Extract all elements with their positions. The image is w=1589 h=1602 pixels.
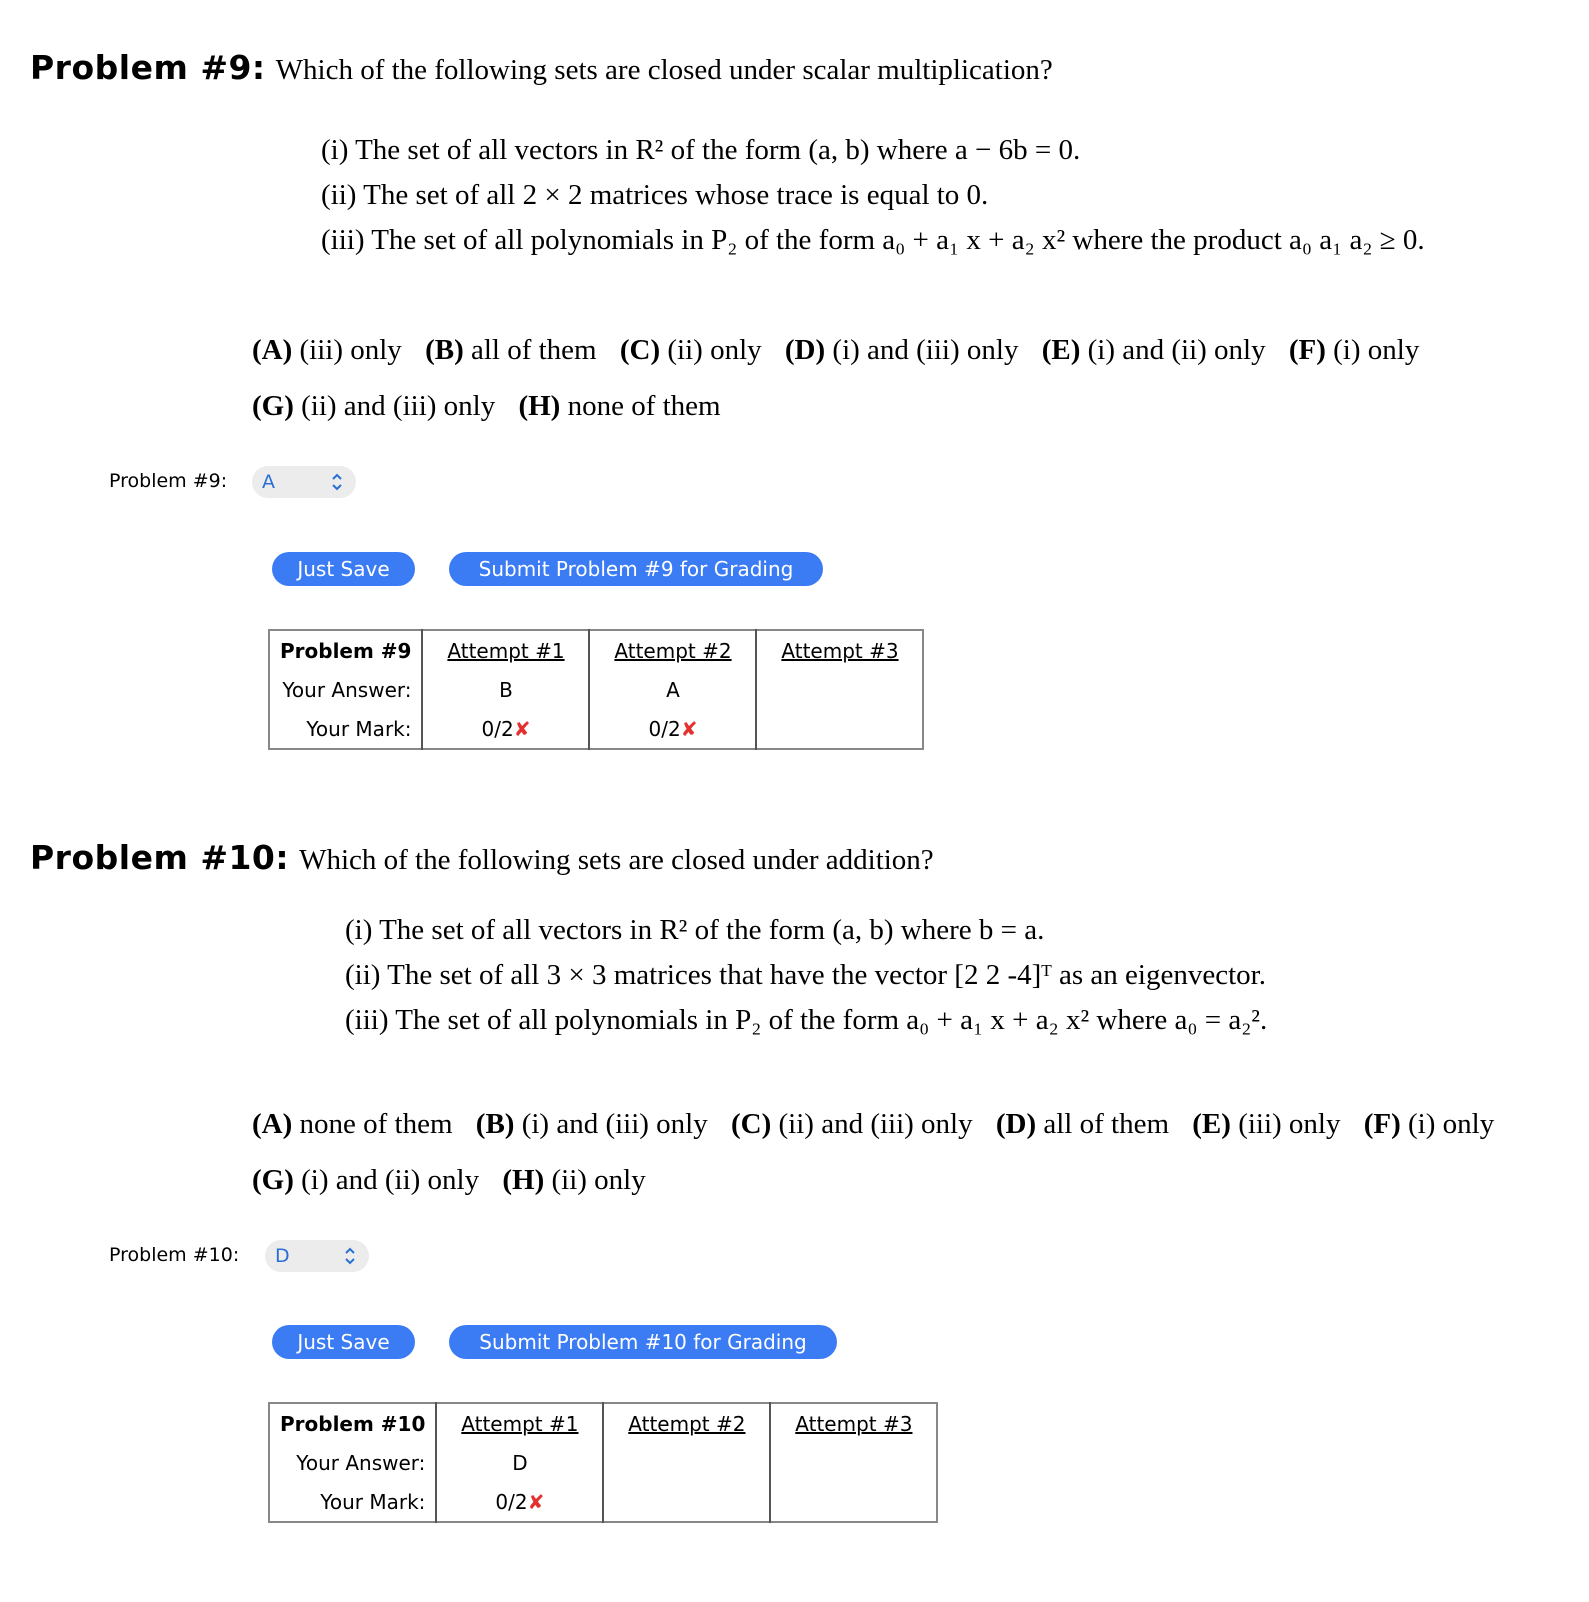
- answer-choices: [252, 1096, 1510, 1208]
- attempt-answer: [603, 1443, 770, 1482]
- statement-i: (i) The set of all vectors in R² of the form (a, b) where a − 6b = 0.: [321, 134, 1081, 166]
- selected-value: D: [275, 1245, 290, 1267]
- attempt-mark: [603, 1482, 770, 1522]
- choice-c: (C) (ii) only: [619, 334, 762, 366]
- statement-i: (i) The set of all vectors in R² of the form (a, b) where b = a.: [345, 914, 1045, 946]
- answer-label: Problem #10:: [109, 1244, 240, 1266]
- your-mark-label: Your Mark:: [320, 1489, 426, 1514]
- just-save-button[interactable]: Just Save: [272, 1325, 415, 1359]
- cross-mark-icon: ✘: [680, 716, 698, 741]
- choices-row-2: [252, 378, 1435, 434]
- problem-question: Which of the following sets are closed under addition?: [299, 844, 934, 876]
- your-answer-label: Your Answer:: [296, 1450, 426, 1475]
- answer-choices: [252, 322, 1435, 434]
- attempt-mark: [756, 709, 923, 749]
- table-header: Problem #10: [280, 1411, 426, 1436]
- selected-value: A: [262, 471, 275, 493]
- cross-mark-icon: ✘: [513, 716, 531, 741]
- attempts-table: [268, 629, 924, 750]
- table-row: [269, 670, 923, 709]
- table-row: [269, 630, 923, 670]
- your-answer-label: Your Answer:: [282, 677, 412, 702]
- attempt-mark: 0/2✘: [436, 1482, 603, 1522]
- choice-e: (E) (iii) only: [1192, 1108, 1341, 1140]
- statement-ii: (ii) The set of all 2 × 2 matrices whose trace is equal to 0.: [321, 179, 989, 211]
- attempt-answer: B: [422, 670, 589, 709]
- choice-d: (D) (i) and (iii) only: [784, 334, 1019, 366]
- answer-select[interactable]: [252, 466, 356, 498]
- choice-g: (G) (i) and (ii) only: [252, 1164, 480, 1196]
- choice-e: (E) (i) and (ii) only: [1041, 334, 1266, 366]
- choice-f: (F) (i) only: [1288, 334, 1420, 366]
- table-row: [269, 709, 923, 749]
- chevron-up-down-icon: [330, 466, 344, 509]
- attempt-answer: [770, 1443, 937, 1482]
- attempt-answer: D: [436, 1443, 603, 1482]
- choice-h: (H) none of them: [518, 390, 721, 422]
- choice-b: (B) (i) and (iii) only: [475, 1108, 708, 1140]
- attempt-mark: [770, 1482, 937, 1522]
- attempt-1-link[interactable]: Attempt #1: [422, 630, 589, 670]
- attempts-table: [268, 1402, 938, 1523]
- attempt-1-link[interactable]: Attempt #1: [436, 1403, 603, 1443]
- choice-a: (A) (iii) only: [252, 334, 402, 366]
- choice-d: (D) all of them: [995, 1108, 1170, 1140]
- statements: [345, 908, 1267, 1043]
- choices-row-2: [252, 1152, 1510, 1208]
- problem-question: Which of the following sets are closed under scalar multiplication?: [275, 54, 1053, 86]
- statement-iii: (iii) The set of all polynomials in P₂ of the form a₀ + a₁ x + a₂ x² where a₀ = a₂².: [345, 1004, 1268, 1036]
- answer-select[interactable]: [265, 1240, 369, 1272]
- your-mark-label: Your Mark:: [306, 716, 412, 741]
- choice-f: (F) (i) only: [1363, 1108, 1495, 1140]
- attempt-answer: [756, 670, 923, 709]
- statements: [321, 128, 1425, 263]
- table-header: Problem #9: [280, 638, 412, 663]
- statement-iii: (iii) The set of all polynomials in P₂ of the form a₀ + a₁ x + a₂ x² where the product a₀ a₁ a₂ ≥ 0.: [321, 224, 1425, 256]
- problem-heading: [30, 838, 934, 877]
- chevron-up-down-icon: [343, 1240, 357, 1283]
- table-row: [269, 1443, 937, 1482]
- problem-title: Problem #9:: [30, 48, 266, 87]
- choice-a: (A) none of them: [252, 1108, 453, 1140]
- answer-label: Problem #9:: [109, 470, 228, 492]
- attempt-mark: 0/2✘: [422, 709, 589, 749]
- attempt-2-link[interactable]: Attempt #2: [603, 1403, 770, 1443]
- problem-title: Problem #10:: [30, 838, 290, 877]
- choice-h: (H) (ii) only: [502, 1164, 646, 1196]
- choice-g: (G) (ii) and (iii) only: [252, 390, 496, 422]
- attempt-3-link[interactable]: Attempt #3: [756, 630, 923, 670]
- just-save-button[interactable]: Just Save: [272, 552, 415, 586]
- cross-mark-icon: ✘: [527, 1489, 545, 1514]
- attempt-answer: A: [589, 670, 756, 709]
- choices-row-1: [252, 322, 1435, 378]
- choice-c: (C) (ii) and (iii) only: [731, 1108, 973, 1140]
- problem-heading: [30, 48, 1053, 87]
- statement-ii: (ii) The set of all 3 × 3 matrices that have the vector [2 2 -4]ᵀ as an eigenvector.: [345, 959, 1266, 991]
- submit-button[interactable]: Submit Problem #10 for Grading: [449, 1325, 837, 1359]
- submit-button[interactable]: Submit Problem #9 for Grading: [449, 552, 823, 586]
- choices-row-1: [252, 1096, 1510, 1152]
- attempt-2-link[interactable]: Attempt #2: [589, 630, 756, 670]
- choice-b: (B) all of them: [425, 334, 597, 366]
- attempt-mark: 0/2✘: [589, 709, 756, 749]
- table-row: [269, 1482, 937, 1522]
- table-row: [269, 1403, 937, 1443]
- attempt-3-link[interactable]: Attempt #3: [770, 1403, 937, 1443]
